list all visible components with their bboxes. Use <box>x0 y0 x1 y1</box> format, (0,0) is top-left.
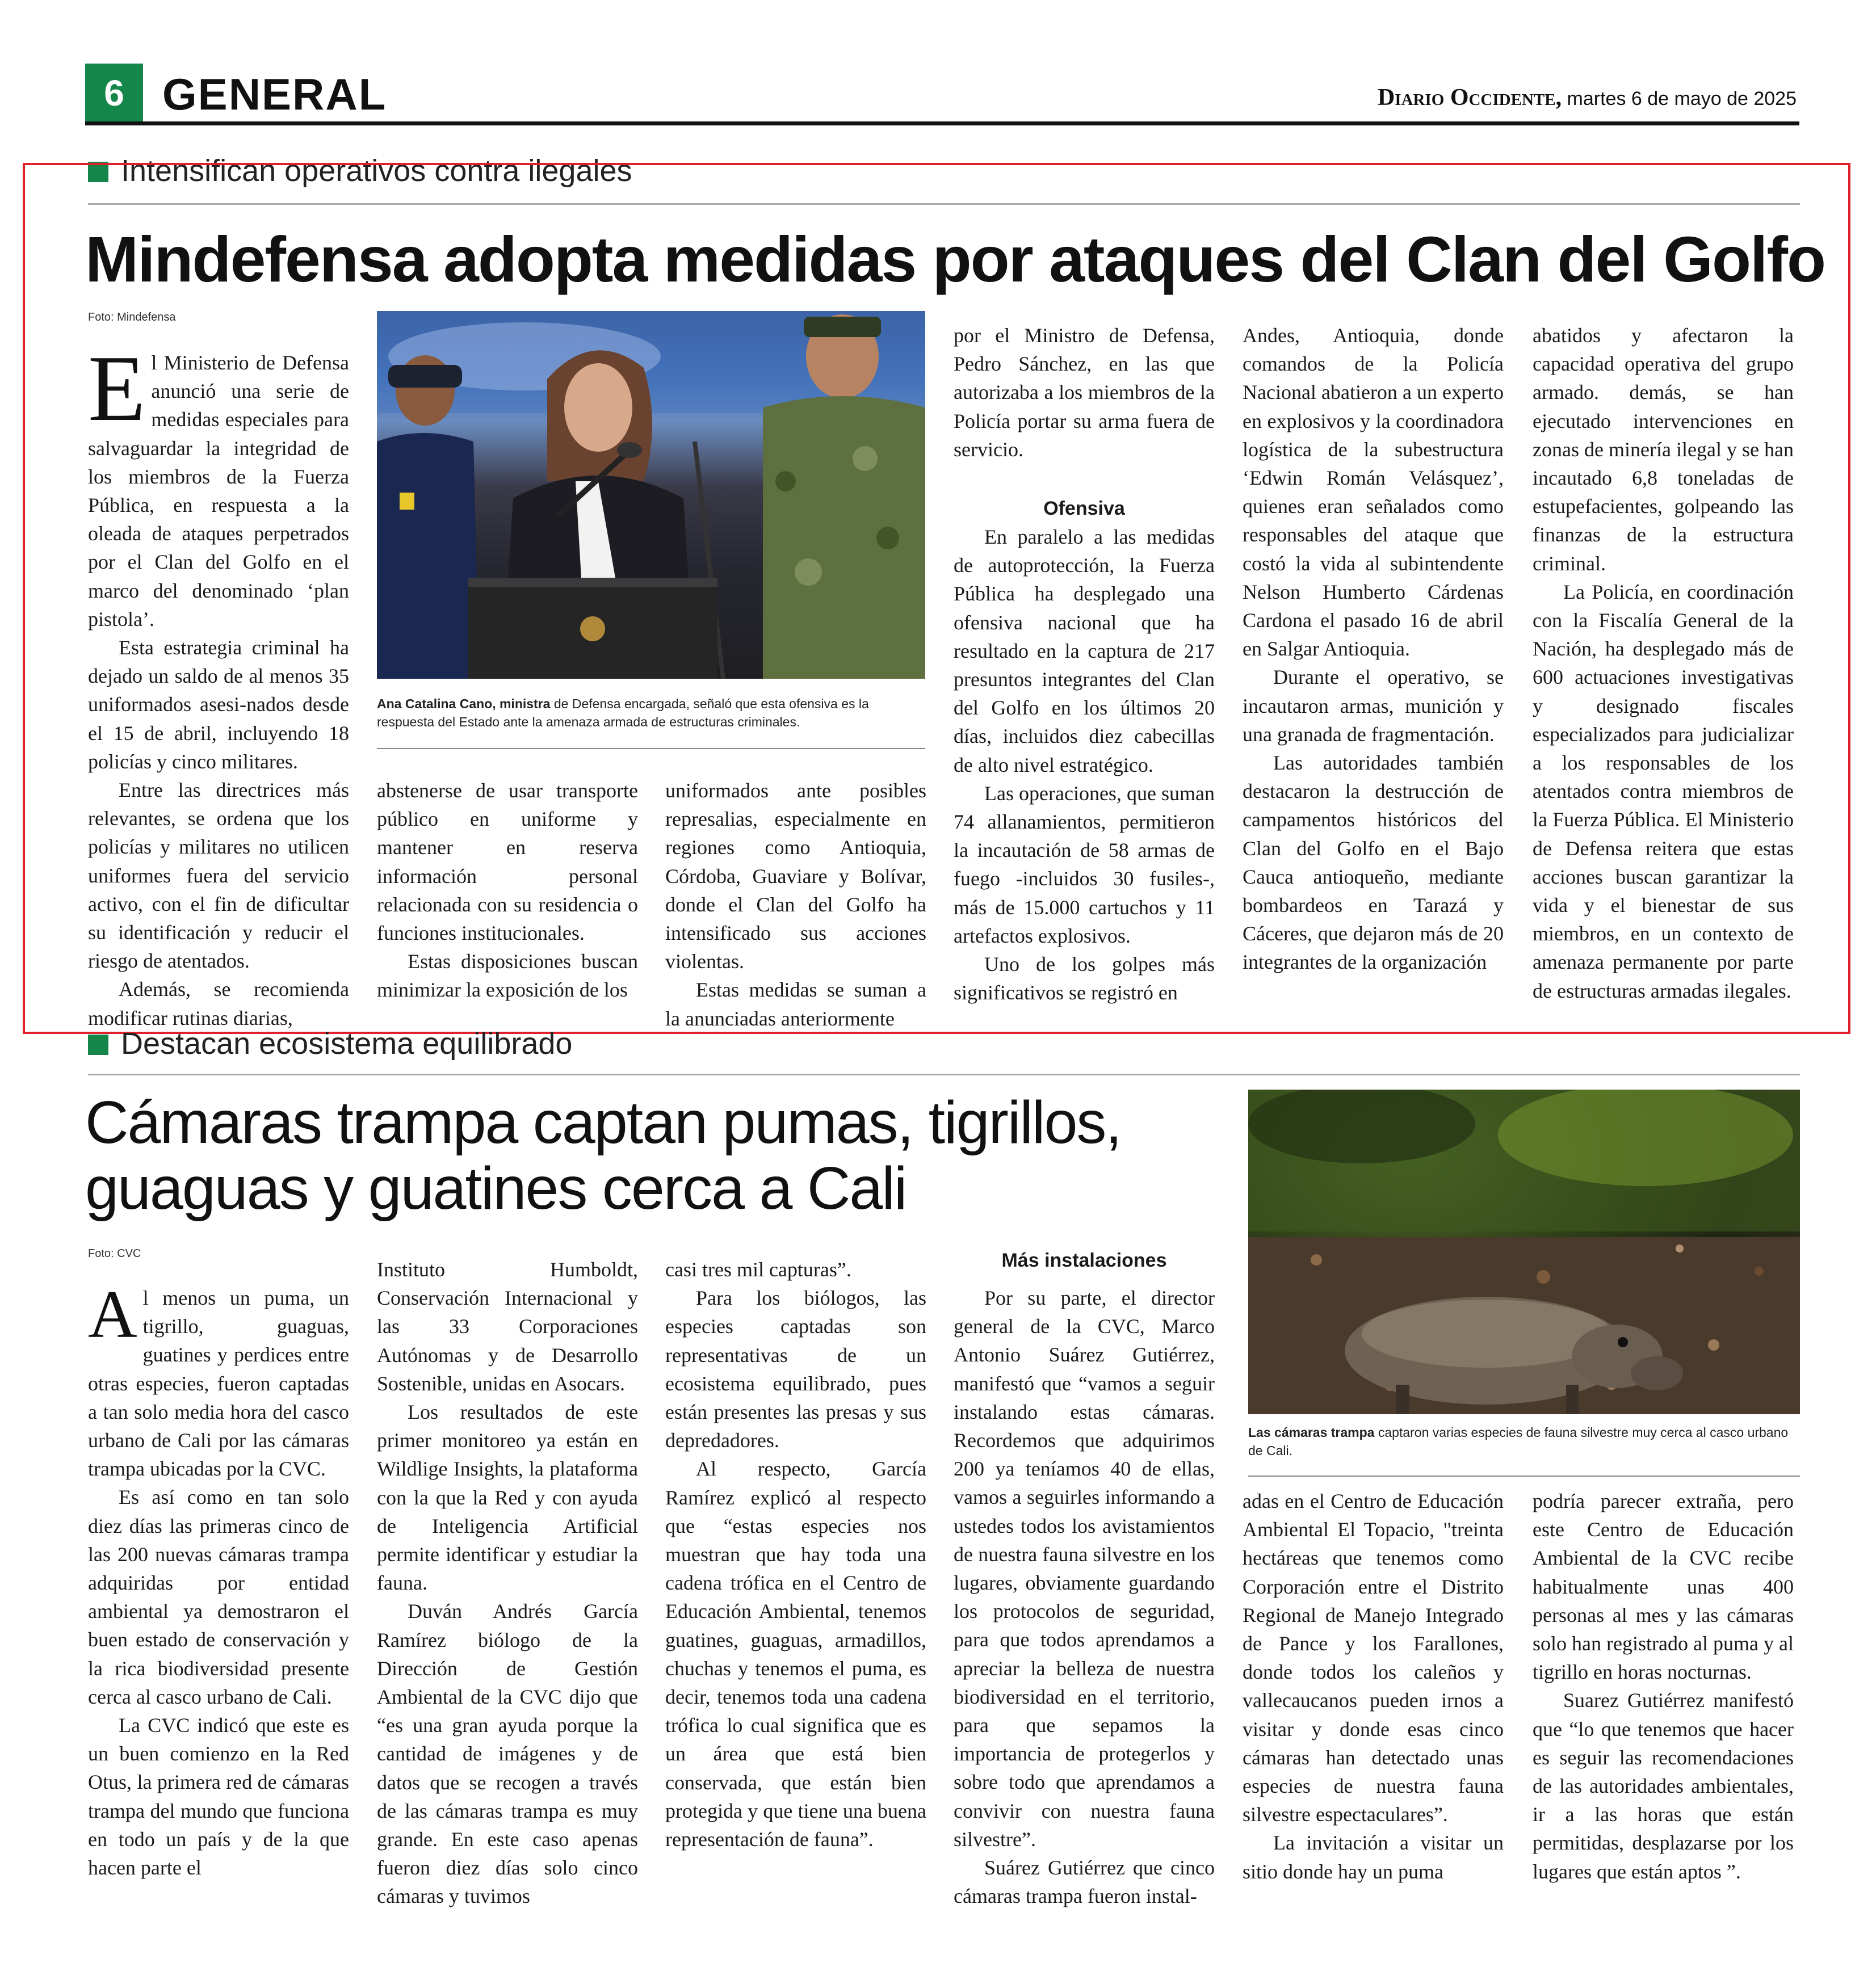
article1-c5-p1: Andes, Antioquia, donde comandos de la Policía Nacional abatieron a un experto en explosivos y la coordinadora logística de la subestructura ‘Edwin Román Velásquez’, quienes eran señalados como responsables del ataque que costó la vida al subintendente Nelson Humberto Cárdenas Cardona el pasado 16 de abril en Salgar Antioquia. <box>1243 324 1504 661</box>
article2-c5-p1: adas en el Centro de Educación Ambiental El Topacio, "treinta hectáreas que tenemos como Corporación entre el Distrito Regional de Manejo Integrado de Pance y los Farallones, donde todos los caleños y vallecaucanos pueden irnos a visitar y donde esas cinco cámaras han detectado unas especies de nuestra fauna silvestre espectaculares”. <box>1243 1490 1504 1826</box>
highlight-box <box>23 163 1850 1034</box>
article2-rule <box>88 1074 1800 1075</box>
article2-c3-p1: casi tres mil capturas”. <box>665 1258 851 1281</box>
article1-c4-p4: Uno de los golpes más significativos se registró en <box>954 953 1215 1004</box>
agouti-photo-illustration <box>1248 1090 1800 1414</box>
article2-c3-p3: Al respecto, García Ramírez explicó al respecto que “estas especies nos muestran que hay toda una cadena trófica en el Centro de Educación Ambiental, tenemos guatines, guaguas, armadillos, chuchas y tenemos el puma, es decir, tenemos toda una cadena trófica lo cual significa que es un área que está bien conservada, que están bien protegida y que tiene una buena representación de fauna”. <box>665 1457 926 1851</box>
article1-c1-p4: Además, se recomienda modificar rutinas diarias, <box>88 978 349 1029</box>
article1-c5-p2: Durante el operativo, se incautaron armas, munición y una granada de fragmentación. <box>1243 666 1504 746</box>
article2-c2-p2: Los resultados de este primer monitoreo ya están en Wildlige Insights, la plataforma con la que la Red y con ayuda de Inteligencia Artificial permite identificar y estudiar la fauna. <box>377 1401 638 1595</box>
article1-c3-p1: uniformados ante posibles represalias, especialmente en regiones como Antioquia, Córdoba, Guaviare y Bolívar, donde el Clan del Golfo ha intensificado sus acciones violentas. <box>665 779 926 973</box>
article2-kicker <box>88 1025 572 1062</box>
article1-c4-p3: Las operaciones, que suman 74 allanamientos, permitieron la incautación de 58 armas de fuego -incluidos 30 fusiles-, más de 15.000 cartuchos y 11 artefactos explosivos. <box>954 781 1215 947</box>
article2-column-3 <box>665 1255 926 1853</box>
article1-caption-text: de Defensa encargada, señaló que esta ofensiva es la respuesta del Estado ante la amenaza armada de estructuras criminales. <box>377 696 869 729</box>
article2-c2-p1: Instituto Humboldt, Conservación Internacional y las 33 Corporaciones Autónomas y de Desarrollo Sostenible, unidas en Asocars. <box>377 1258 638 1395</box>
page-number: 6 <box>85 64 143 123</box>
article2-headline-line1: Cámaras trampa captan pumas, tigrillos, <box>85 1089 1121 1156</box>
article2-caption-rule <box>1248 1476 1800 1477</box>
article1-c6-p2: La Policía, en coordinación con la Fiscalía General de la Nación, ha desplegado más de 600 actuaciones investigativas y designado fiscales especializados para judicializar a los responsables de los atentados contra miembros de la Fuerza Pública. El Ministerio de Defensa reitera que estas acciones buscan garantizar la vida y el bienestar de sus miembros, en un contexto de amenaza permanente por parte de estructuras armadas ilegales. <box>1533 580 1794 1002</box>
section-title: GENERAL <box>162 69 387 119</box>
article2-c6-p1: podría parecer extraña, pero este Centro de Educación Ambiental de la CVC recibe habitualmente unas 400 personas al mes y las cámaras solo han registrado al puma y al tigrillo en horas nocturnas. <box>1533 1490 1794 1684</box>
article1-c2-p1: abstenerse de usar transporte público en uniforme y mantener en reserva información personal relacionada con su residencia o funciones institucionales. <box>377 779 638 945</box>
article1-c1-p2: Esta estrategia criminal ha dejado un saldo de al menos 35 uniformados asesi-nados desde el 15 de abril, incluyendo 18 policías y cinco militares. <box>88 636 349 773</box>
kicker-square-icon <box>88 1035 108 1055</box>
article2-column-4 <box>954 1246 1215 1910</box>
article1-c3-p2: Estas medidas se suman a la anunciadas anteriormente <box>665 978 926 1030</box>
article2-caption-text: captaron varias especies de fauna silvestre muy cerca al casco urbano de Cali. <box>1248 1425 1789 1458</box>
article1-c2-p2: Estas disposiciones buscan minimizar la exposición de los <box>377 950 638 1002</box>
article2-kicker-text: Destacan ecosistema equilibrado <box>121 1027 573 1061</box>
article1-headline: Mindefensa adopta medidas por ataques del Clan del Golfo <box>85 224 1825 295</box>
article2-subhead: Más instalaciones <box>1001 1250 1167 1271</box>
article2-c3-p2: Para los biólogos, las especies captadas son representativas de un ecosistema equilibrado, pues están presentes las presas y sus depredadores. <box>665 1287 926 1452</box>
header-rule <box>85 121 1799 125</box>
article2-column-6 <box>1533 1487 1794 1886</box>
article1-subhead: Ofensiva <box>1043 498 1125 520</box>
article1-c1-p1: El Ministerio de Defensa anunció una serie de medidas especiales para salvaguardar la integridad de los miembros de la Fuerza Pública, en respuesta a la oleada de ataques perpetrados por el Clan del Golfo en el marco del denominado ‘plan pistola’. <box>88 336 349 630</box>
article2-c6-p2: Suarez Gutiérrez manifestó que “lo que tenemos que hacer es seguir las recomendaciones de las autoridades ambientales, ir a las horas que están permitidas, desplazarse por los lugares que están aptos ”. <box>1533 1689 1794 1883</box>
article2-c1-p3: La CVC indicó que este es un buen comienzo en la Red Otus, la primera red de cámaras trampa del mundo que funciona en todo un país y de la que hacen parte el <box>88 1714 349 1880</box>
article1-c4-p1: por el Ministro de Defensa, Pedro Sánchez, en las que autorizaba a los miembros de la Policía portar su arma fuera de servicio. <box>954 324 1215 461</box>
article1-kicker-text: Intensifican operativos contra ilegales <box>121 154 632 188</box>
article1-c1-p3: Entre las directrices más relevantes, se ordena que los policías y militares no utilicen uniformes fuera del servicio activo, con el fin de dificultar su identificación y reducir el riesgo de atentados. <box>88 779 349 973</box>
article1-photo-credit: Foto: Mindefensa <box>88 311 176 323</box>
issue-date: martes 6 de mayo de 2025 <box>1567 88 1797 110</box>
article2-headline <box>85 1090 1220 1221</box>
newspaper-name: Diario Occidente, <box>1377 85 1562 111</box>
article2-caption <box>1248 1423 1800 1460</box>
article2-column-1 <box>88 1276 349 1882</box>
article2-caption-bold: Las cámaras trampa <box>1248 1425 1375 1440</box>
article2-c4-p2: Suárez Gutiérrez que cinco cámaras trampa fueron instal- <box>954 1856 1215 1908</box>
article2-column-5 <box>1243 1487 1504 1886</box>
dropcap: A <box>88 1276 137 1352</box>
article2-c4-p1: Por su parte, el director general de la CVC, Marco Antonio Suárez Gutiérrez, manifestó que “vamos a seguir instalando estas cámaras. Recordemos que adquirimos 200 ya teníamos 40 de ellas, vamos a seguirles informando a ustedes todos los avistamientos de nuestra fauna silvestre en los lugares, obviamente guardando los protocolos de seguridad, para que todos aprendamos a apreciar la belleza de nuestra biodiversidad en el territorio, para que sepamos la importancia de protegerlos y sobre todo que aprendamos a convivir con nuestra fauna silvestre”. <box>954 1287 1215 1851</box>
article2-photo <box>1248 1090 1800 1414</box>
article2-photo-credit: Foto: CVC <box>88 1247 141 1260</box>
article2-headline-line2: guaguas y guatines cerca a Cali <box>85 1155 906 1222</box>
article2-c5-p2: La invitación a visitar un sitio donde hay un puma <box>1243 1831 1504 1883</box>
article1-c6-p1: abatidos y afectaron la capacidad operativa del grupo armado. demás, se han ejecutado intervenciones en zonas de minería ilegal y se han incautado 6,8 toneladas de estupefacientes, golpeando las finanzas de la estructura criminal. <box>1533 324 1794 575</box>
article2-column-2 <box>377 1255 638 1911</box>
article2-c1-p1: Al menos un puma, un tigrillo, guaguas, guatines y perdices entre otras especies, fueron captadas a tan solo media hora del casco urbano de Cali por las cámaras trampa ubicadas por la CVC. <box>88 1276 349 1481</box>
article1-c4-p2: En paralelo a las medidas de autoprotección, la Fuerza Pública ha desplegado una ofensiva nacional que ha resultado en la captura de 217 presuntos integrantes del Clan del Golfo en los últimos 20 días, incluidos diez cabecillas de alto nivel estratégico. <box>954 526 1215 776</box>
masthead <box>1378 85 1797 111</box>
article1-c5-p3: Las autoridades también destacaron la destrucción de campamentos históricos del Clan del Golfo en el Bajo Cauca antioqueño, mediante bombardeos en Tarazá y Cáceres, que dejaron más de 20 integrantes de la organización <box>1243 751 1504 974</box>
dropcap: E <box>88 336 146 440</box>
article2-c2-p3: Duván Andrés García Ramírez biólogo de la Dirección de Gestión Ambiental de la CVC dijo que “es una gran ayuda porque la cantidad de imágenes y de datos que se recogen a través de las cámaras trampa es muy grande. En este caso apenas fueron diez días solo cinco cámaras y tuvimos <box>377 1600 638 1908</box>
article1-caption-bold: Ana Catalina Cano, ministra <box>377 696 551 711</box>
article2-c1-p2: Es así como en tan solo diez días las primeras cinco de las 200 nuevas cámaras trampa adquiridas por entidad ambiental ya demostraron el buen estado de conservación y la rica biodiversidad presente cerca al casco urbano de Cali. <box>88 1486 349 1708</box>
